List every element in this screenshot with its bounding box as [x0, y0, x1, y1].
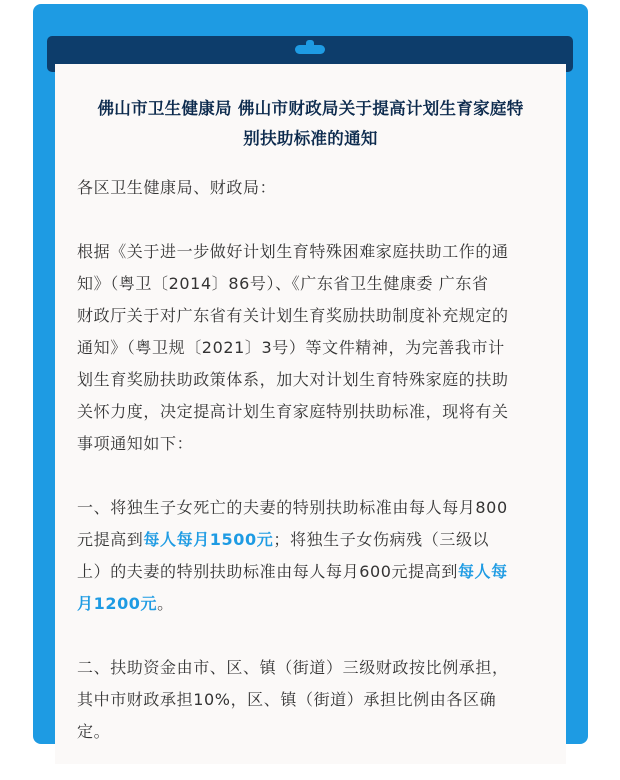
- item-2-line-2: 其中市财政承担10%，区、镇（街道）承担比例由各区确: [77, 690, 497, 709]
- highlight-1200-part-a: 每人每: [457, 562, 508, 581]
- intro-line-6: 关怀力度，决定提高计划生育家庭特别扶助标准，现将有关: [77, 402, 509, 421]
- item-2-line-3: 定。: [77, 722, 111, 741]
- intro-line-2: 知》（粤卫〔2014〕86号）、《广东省卫生健康委 广东省: [77, 274, 489, 293]
- notice-title: [55, 94, 566, 154]
- item-2-paragraph: [77, 652, 549, 748]
- item-1-line-1: 一、将独生子女死亡的夫妻的特别扶助标准由每人每月800: [77, 498, 508, 517]
- title-line-2: 别扶助标准的通知: [243, 129, 378, 148]
- intro-line-5: 划生育奖励扶助政策体系，加大对计划生育特殊家庭的扶助: [77, 370, 509, 389]
- item-1-paragraph: [77, 492, 549, 620]
- salutation: [77, 172, 549, 204]
- item-1-line-3-pre: 上）的夫妻的特别扶助标准由每人每月600元提高到: [77, 562, 458, 581]
- item-2-line-1: 二、扶助资金由市、区、镇（街道）三级财政按比例承担，: [77, 658, 509, 677]
- salutation-text: 各区卫生健康局、财政局：: [77, 178, 277, 197]
- title-line-1: 佛山市卫生健康局 佛山市财政局关于提高计划生育家庭特: [97, 99, 524, 118]
- highlight-1200-part-b: 月1200元: [77, 594, 158, 613]
- intro-line-1: 根据《关于进一步做好计划生育特殊困难家庭扶助工作的通: [77, 242, 509, 261]
- clip-decoration-icon: [295, 40, 325, 54]
- item-1-line-2-post: ；将独生子女伤病残（三级以: [273, 530, 490, 549]
- intro-line-3: 财政厅关于对广东省有关计划生育奖励扶助制度补充规定的: [77, 306, 509, 325]
- document-body: [77, 172, 549, 780]
- item-1-line-4-post: 。: [157, 594, 174, 613]
- intro-line-7: 事项通知如下：: [77, 434, 194, 453]
- intro-line-4: 通知》（粤卫规〔2021〕3号）等文件精神，为完善我市计: [77, 338, 505, 357]
- intro-paragraph: [77, 236, 549, 460]
- item-1-line-2-pre: 元提高到: [77, 530, 144, 549]
- document-paper: [55, 64, 566, 764]
- highlight-1500: 每人每月1500元: [143, 530, 274, 549]
- clip-body: [295, 45, 325, 54]
